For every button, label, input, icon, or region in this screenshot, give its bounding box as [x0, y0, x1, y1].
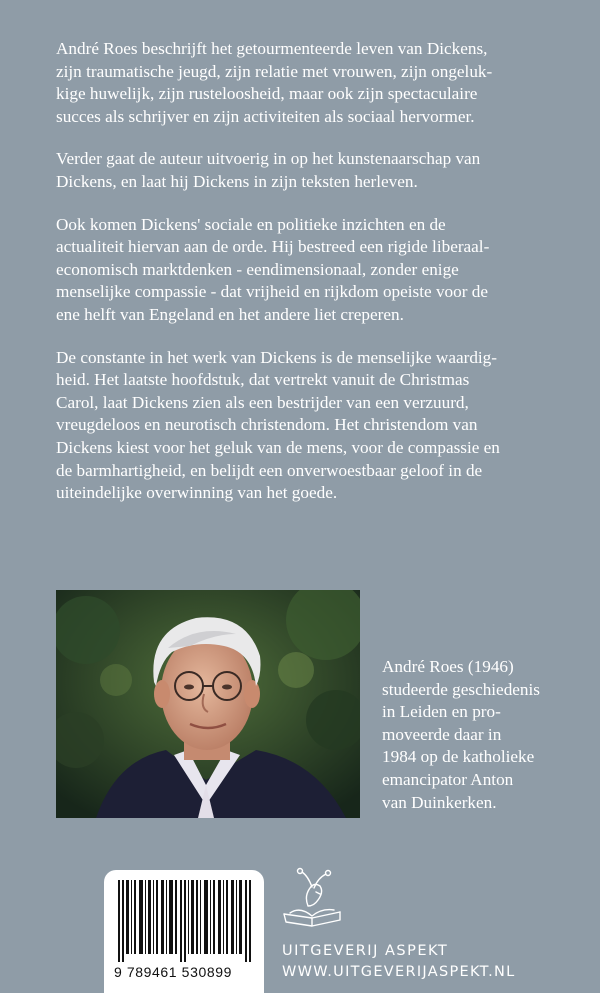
blurb-paragraph-3: Ook komen Dickens' sociale en politieke inzichten en de actualiteit hiervan aan de orde. Hij bestreed een rigide liberaal- economisch marktdenken - eendimensionaal, zonder enige menselijke compassie - dat vrijheid en rijkdom opeiste voor de ene helft van Engeland en het andere liet creperen. [56, 214, 490, 324]
blurb-paragraph-2: Verder gaat de auteur uitvoerig in op het kunstenaarschap van Dickens, en laat hij Dickens in zijn teksten herleven. [56, 149, 481, 191]
isbn-barcode [104, 870, 264, 993]
author-bio: André Roes (1946) studeerde geschiedenis in Leiden en pro- moveerde daar in 1984 op de katholieke emancipator Anton van Duinkerken. [382, 657, 540, 812]
publisher-name: UITGEVERIJ ASPEKT [282, 943, 449, 959]
back-cover-blurb [56, 38, 576, 525]
publisher-logo-icon [278, 866, 348, 928]
barcode-bars [118, 880, 252, 962]
blurb-paragraph-4: De constante in het werk van Dickens is de menselijke waardig- heid. Het laatste hoofdstuk, dat vertrekt vanuit de Christmas Carol, laat Dickens zien als een bestrijder van een verzuurd, vreugdeloos en neurotisch christendom. Het christendom van Dickens kiest voor het geluk van de mens, voor de compassie en de barmhartigheid, en belijdt een onverwoestbaar geloof in de uiteindelijke overwinning van het goede. [56, 347, 500, 503]
author-photo [56, 590, 360, 818]
publisher-url: WWW.UITGEVERIJASPEKT.NL [282, 964, 516, 980]
blurb-paragraph-1: André Roes beschrijft het getourmenteerde leven van Dickens, zijn traumatische jeugd, zijn relatie met vrouwen, zijn ongeluk- kige huwelijk, zijn rusteloosheid, maar ook zijn spectaculaire succes als schrijver en zijn activiteiten als sociaal hervormer. [56, 39, 493, 126]
isbn-number: 9 789461 530899 [114, 964, 232, 980]
